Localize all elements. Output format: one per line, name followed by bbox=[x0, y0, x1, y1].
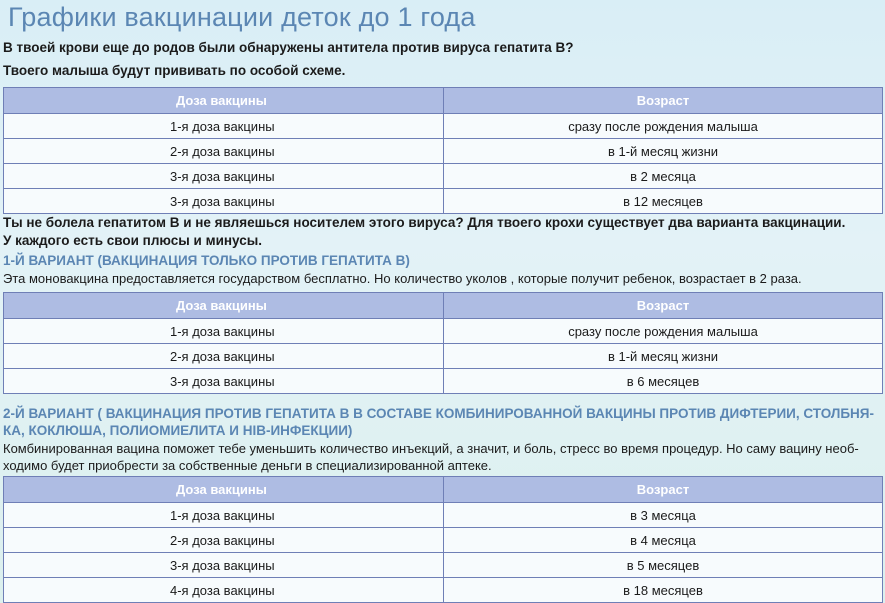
variant-2-text-line-2: ходимо будет приобрести за собственные деньги в специализированной аптеке. bbox=[3, 458, 492, 473]
age-cell: в 18 месяцев bbox=[444, 578, 883, 603]
table-row bbox=[4, 189, 883, 214]
table-row bbox=[4, 344, 883, 369]
table-header-row bbox=[4, 293, 883, 319]
dose-cell: 2-я доза вакцины bbox=[4, 528, 444, 553]
dose-cell: 1-я доза вакцины bbox=[4, 503, 444, 528]
table-row bbox=[4, 164, 883, 189]
table-header-row bbox=[4, 477, 883, 503]
table-row bbox=[4, 553, 883, 578]
age-cell: сразу после рождения малыша bbox=[444, 114, 883, 139]
dose-cell: 4-я доза вакцины bbox=[4, 578, 444, 603]
dose-cell: 3-я доза вакцины bbox=[4, 553, 444, 578]
age-cell: сразу после рождения малыша bbox=[444, 319, 883, 344]
variant-2-text-line-1: Комбинированная вацина поможет тебе уменьшить количество инъекций, а значит, и боль, стресс во время процедур. Но саму вацину необ- bbox=[3, 441, 859, 456]
header-dose: Доза вакцины bbox=[4, 88, 444, 114]
age-cell: в 2 месяца bbox=[444, 164, 883, 189]
dose-cell: 2-я доза вакцины bbox=[4, 344, 444, 369]
dose-cell: 3-я доза вакцины bbox=[4, 189, 444, 214]
table-row bbox=[4, 369, 883, 394]
schedule-table-1 bbox=[3, 87, 883, 214]
variant-2-heading-line-1: 2-Й ВАРИАНТ ( ВАКЦИНАЦИЯ ПРОТИВ ГЕПАТИТА В В СОСТАВЕ КОМБИНИРОВАННОЙ ВАКЦИНЫ ПРОТИВ ДИФТЕРИИ, СТОЛБНЯ- bbox=[3, 406, 875, 421]
age-cell: в 1-й месяц жизни bbox=[444, 139, 883, 164]
schedule-table-3 bbox=[3, 476, 883, 603]
header-dose: Доза вакцины bbox=[4, 293, 444, 319]
variant-1-text: Эта моновакцина предоставляется государством бесплатно. Но количество уколов , которые получит ребенок, возрастает в 2 раза. bbox=[3, 271, 802, 286]
middle-line-2: У каждого есть свои плюсы и минусы. bbox=[3, 233, 262, 248]
table-row bbox=[4, 578, 883, 603]
age-cell: в 4 месяца bbox=[444, 528, 883, 553]
schedule-table-2 bbox=[3, 292, 883, 394]
middle-line-1: Ты не болела гепатитом В и не являешься носителем этого вируса? Для твоего крохи существует два варианта вакцинации. bbox=[3, 215, 846, 230]
intro-line-1: В твоей крови еще до родов были обнаружены антитела против вируса гепатита В? bbox=[3, 40, 574, 55]
age-cell: в 6 месяцев bbox=[444, 369, 883, 394]
dose-cell: 3-я доза вакцины bbox=[4, 369, 444, 394]
dose-cell: 2-я доза вакцины bbox=[4, 139, 444, 164]
intro-line-2: Твоего малыша будут прививать по особой схеме. bbox=[3, 63, 346, 78]
dose-cell: 3-я доза вакцины bbox=[4, 164, 444, 189]
table-row bbox=[4, 139, 883, 164]
table-row bbox=[4, 503, 883, 528]
page-title: Графики вакцинации деток до 1 года bbox=[8, 2, 476, 32]
table-row bbox=[4, 528, 883, 553]
age-cell: в 5 месяцев bbox=[444, 553, 883, 578]
header-age: Возраст bbox=[444, 477, 883, 503]
age-cell: в 3 месяца bbox=[444, 503, 883, 528]
dose-cell: 1-я доза вакцины bbox=[4, 114, 444, 139]
header-dose: Доза вакцины bbox=[4, 477, 444, 503]
header-age: Возраст bbox=[444, 293, 883, 319]
table-row bbox=[4, 114, 883, 139]
dose-cell: 1-я доза вакцины bbox=[4, 319, 444, 344]
variant-2-heading-line-2: КА, КОКЛЮША, ПОЛИОМИЕЛИТА И HIB-ИНФЕКЦИИ) bbox=[3, 423, 353, 438]
table-row bbox=[4, 319, 883, 344]
age-cell: в 1-й месяц жизни bbox=[444, 344, 883, 369]
age-cell: в 12 месяцев bbox=[444, 189, 883, 214]
header-age: Возраст bbox=[444, 88, 883, 114]
table-header-row bbox=[4, 88, 883, 114]
variant-1-heading: 1-Й ВАРИАНТ (ВАКЦИНАЦИЯ ТОЛЬКО ПРОТИВ ГЕПАТИТА В) bbox=[3, 253, 410, 268]
